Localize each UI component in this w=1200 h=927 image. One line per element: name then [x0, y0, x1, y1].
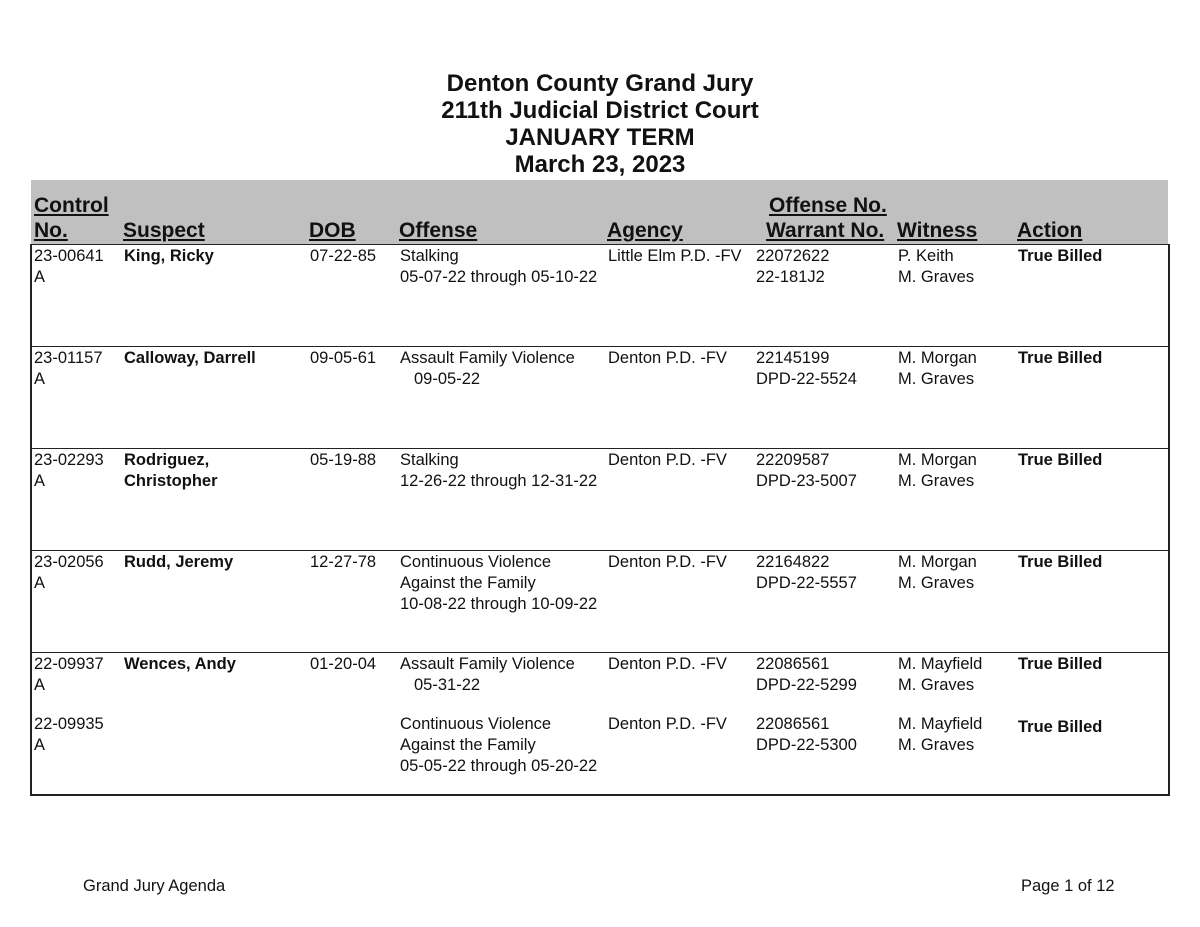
footer-page-number: Page 1 of 12 — [1021, 877, 1115, 895]
offense-warrant-numbers: 22209587 DPD-23-5007 — [756, 451, 857, 490]
witness: M. Mayfield M. Graves — [898, 655, 983, 694]
title-line-2: 211th Judicial District Court — [441, 97, 759, 124]
suspect-name: King, Ricky — [124, 247, 214, 265]
dob: 09-05-61 — [310, 349, 377, 367]
header-offense: Offense — [399, 219, 478, 242]
agency: Denton P.D. -FV — [608, 451, 727, 469]
action: True Billed — [1018, 451, 1103, 469]
offense: Assault Family Violence 09-05-22 — [400, 349, 575, 388]
case-table — [30, 244, 1170, 796]
offense: Stalking 05-07-22 through 05-10-22 — [400, 247, 598, 286]
offense: Stalking 12-26-22 through 12-31-22 — [400, 451, 598, 490]
header-offense-no: Offense No. — [769, 194, 887, 217]
suspect-name: Rudd, Jeremy — [124, 553, 234, 571]
dob: 07-22-85 — [310, 247, 377, 265]
header-witness: Witness — [897, 219, 978, 242]
row-divider — [32, 346, 1168, 347]
dob: 01-20-04 — [310, 655, 377, 673]
row-divider — [32, 550, 1168, 551]
agency: Little Elm P.D. -FV — [608, 247, 742, 265]
offense-warrant-numbers: 22086561 DPD-22-5299 — [756, 655, 857, 694]
agency: Denton P.D. -FV — [608, 349, 727, 367]
witness: M. Mayfield M. Graves — [898, 715, 983, 754]
table-header — [31, 180, 1168, 244]
offense-warrant-numbers: 22086561 DPD-22-5300 — [756, 715, 857, 754]
dob: 05-19-88 — [310, 451, 377, 469]
suspect-name: Calloway, Darrell — [124, 349, 256, 367]
footer-document-name: Grand Jury Agenda — [83, 877, 226, 895]
control-number: 23-02056 A — [34, 553, 104, 592]
offense: Continuous Violence Against the Family 05-05-22 through 05-20-22 — [400, 715, 598, 775]
offense-warrant-numbers: 22164822 DPD-22-5557 — [756, 553, 857, 592]
offense: Continuous Violence Against the Family 10-08-22 through 10-09-22 — [400, 553, 598, 613]
header-agency: Agency — [607, 219, 683, 242]
witness: M. Morgan M. Graves — [898, 451, 977, 490]
title-line-4: March 23, 2023 — [514, 151, 686, 178]
row-divider — [32, 652, 1168, 653]
control-number: 23-01157 A — [34, 349, 103, 388]
agency: Denton P.D. -FV — [608, 553, 727, 571]
document-title — [0, 70, 1200, 178]
offense: Assault Family Violence 05-31-22 — [400, 655, 575, 694]
suspect-name: Rodriguez, Christopher — [124, 451, 218, 490]
header-dob: DOB — [309, 219, 356, 242]
control-number: 23-02293 A — [34, 451, 104, 490]
control-number: 22-09937 A — [34, 655, 104, 694]
witness: M. Morgan M. Graves — [898, 349, 977, 388]
header-control-line-1: Control — [34, 194, 109, 217]
header-warrant-no: Warrant No. — [766, 219, 885, 242]
action: True Billed — [1018, 553, 1103, 571]
row-divider — [32, 448, 1168, 449]
title-line-1: Denton County Grand Jury — [446, 70, 754, 97]
control-number: 23-00641 A — [34, 247, 104, 286]
agency: Denton P.D. -FV — [608, 655, 727, 673]
agency: Denton P.D. -FV — [608, 715, 727, 733]
action: True Billed — [1018, 655, 1103, 673]
action: True Billed — [1018, 247, 1103, 265]
witness: P. Keith M. Graves — [898, 247, 975, 286]
action: True Billed — [1018, 349, 1103, 367]
action: True Billed — [1018, 718, 1103, 736]
offense-warrant-numbers: 22072622 22-181J2 — [756, 247, 830, 286]
dob: 12-27-78 — [310, 553, 377, 571]
offense-warrant-numbers: 22145199 DPD-22-5524 — [756, 349, 857, 388]
control-number: 22-09935 A — [34, 715, 104, 754]
header-action: Action — [1017, 219, 1083, 242]
suspect-name: Wences, Andy — [124, 655, 236, 673]
title-line-3: JANUARY TERM — [505, 124, 695, 151]
header-suspect: Suspect — [123, 219, 205, 242]
header-control-line-2: No. — [34, 219, 68, 242]
witness: M. Morgan M. Graves — [898, 553, 977, 592]
